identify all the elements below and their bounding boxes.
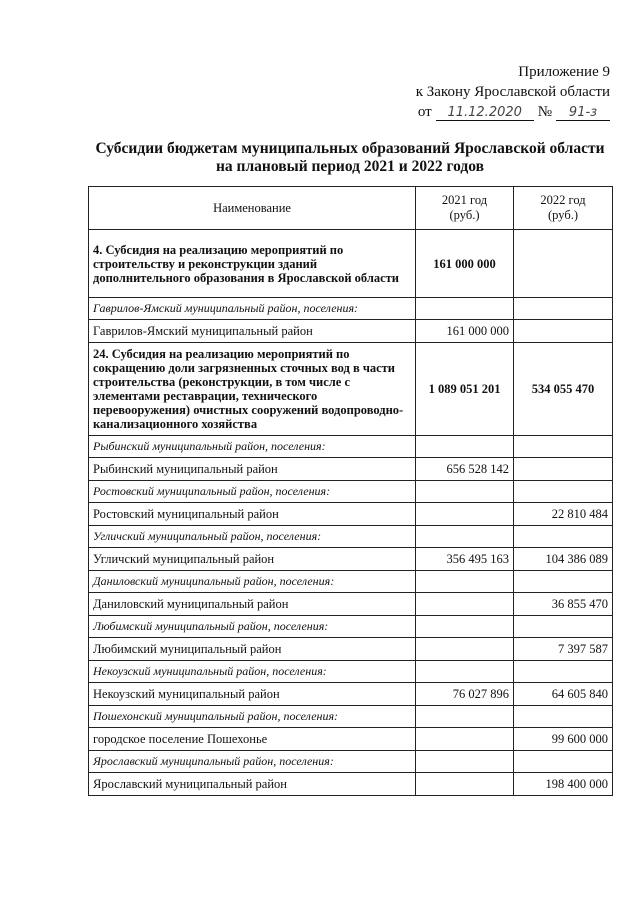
row-value-2022 — [514, 298, 613, 320]
table-row — [89, 683, 613, 706]
row-value-2021 — [416, 751, 514, 773]
row-value-2021 — [416, 503, 514, 526]
number-label: № — [537, 104, 552, 120]
row-name: Рыбинский муниципальный район, поселения: — [89, 436, 416, 458]
row-name: Некоузский муниципальный район, поселения: — [89, 661, 416, 683]
table-row — [89, 458, 613, 481]
row-value-2021: 356 495 163 — [416, 548, 514, 571]
row-value-2021 — [416, 571, 514, 593]
row-value-2022: 64 605 840 — [514, 683, 613, 706]
row-value-2022 — [514, 436, 613, 458]
appendix-title: Приложение 9 — [518, 64, 610, 80]
row-value-2021: 161 000 000 — [416, 320, 514, 343]
table-row — [89, 728, 613, 751]
row-value-2021 — [416, 728, 514, 751]
row-value-2022: 104 386 089 — [514, 548, 613, 571]
row-value-2021 — [416, 638, 514, 661]
document-title — [88, 140, 612, 176]
row-name: Даниловский муниципальный район, поселения: — [89, 571, 416, 593]
document-title-line-2: на плановый период 2021 и 2022 годов — [216, 158, 484, 175]
row-name: Ярославский муниципальный район — [89, 773, 416, 796]
row-value-2022 — [514, 661, 613, 683]
row-value-2021 — [416, 616, 514, 638]
row-value-2021 — [416, 661, 514, 683]
row-name: Гаврилов-Ямский муниципальный район, поселения: — [89, 298, 416, 320]
row-name: 24. Субсидия на реализацию мероприятий по сокращению доли загрязненных сточных вод в части строительства (реконструкции, в том числе с элементами реставрации, технического перевооружения) очистных сооружений водопроводно-канализационного хозяйства — [89, 343, 416, 436]
row-value-2021: 161 000 000 — [416, 230, 514, 298]
row-value-2022 — [514, 458, 613, 481]
header-name: Наименование — [89, 187, 416, 230]
row-value-2022 — [514, 481, 613, 503]
table-row — [89, 548, 613, 571]
district-group-row — [89, 298, 613, 320]
table-header-row — [89, 187, 613, 230]
row-value-2022 — [514, 751, 613, 773]
row-value-2022: 7 397 587 — [514, 638, 613, 661]
row-value-2022 — [514, 230, 613, 298]
district-group-row — [89, 661, 613, 683]
row-value-2021 — [416, 773, 514, 796]
district-group-row — [89, 706, 613, 728]
row-value-2022: 22 810 484 — [514, 503, 613, 526]
appendix-law-reference: к Закону Ярославской области — [415, 84, 610, 100]
appendix-date-line — [416, 102, 610, 122]
document-title-line-1: Субсидии бюджетам муниципальных образований Ярославской области — [95, 140, 605, 157]
row-name: Угличский муниципальный район, поселения: — [89, 526, 416, 548]
handwritten-number: 91-з — [556, 105, 610, 121]
row-value-2021 — [416, 526, 514, 548]
row-name: Некоузский муниципальный район — [89, 683, 416, 706]
date-from-label: от — [417, 104, 432, 120]
table-row — [89, 773, 613, 796]
header-2022 — [514, 187, 613, 230]
row-name: Угличский муниципальный район — [89, 548, 416, 571]
header-2022-unit: (руб.) — [548, 208, 578, 222]
header-2022-year: 2022 год — [540, 193, 586, 207]
table-row — [89, 320, 613, 343]
row-name: Любимский муниципальный район — [89, 638, 416, 661]
row-value-2022: 36 855 470 — [514, 593, 613, 616]
subsidies-table — [88, 186, 613, 796]
table-row — [89, 503, 613, 526]
row-name: Любимский муниципальный район, поселения: — [89, 616, 416, 638]
row-value-2021 — [416, 436, 514, 458]
row-value-2021: 1 089 051 201 — [416, 343, 514, 436]
row-value-2022: 534 055 470 — [514, 343, 613, 436]
row-value-2022 — [514, 616, 613, 638]
row-name: Даниловский муниципальный район — [89, 593, 416, 616]
table-row — [89, 638, 613, 661]
row-name: Ростовский муниципальный район, поселения: — [89, 481, 416, 503]
row-value-2022 — [514, 320, 613, 343]
district-group-row — [89, 526, 613, 548]
appendix-block — [416, 62, 610, 122]
row-value-2021: 76 027 896 — [416, 683, 514, 706]
row-name: Ярославский муниципальный район, поселения: — [89, 751, 416, 773]
row-value-2021 — [416, 593, 514, 616]
row-value-2022 — [514, 526, 613, 548]
table-body — [89, 230, 613, 796]
row-name: 4. Субсидия на реализацию мероприятий по строительству и реконструкции зданий дополнительного образования в Ярославской области — [89, 230, 416, 298]
header-2021-unit: (руб.) — [449, 208, 480, 222]
handwritten-date: 11.12.2020 — [436, 105, 534, 121]
row-value-2022 — [514, 571, 613, 593]
row-value-2022: 198 400 000 — [514, 773, 613, 796]
row-name: городское поселение Пошехонье — [89, 728, 416, 751]
table-row — [89, 593, 613, 616]
row-name: Гаврилов-Ямский муниципальный район — [89, 320, 416, 343]
row-value-2021: 656 528 142 — [416, 458, 514, 481]
row-name: Ростовский муниципальный район — [89, 503, 416, 526]
district-group-row — [89, 436, 613, 458]
district-group-row — [89, 481, 613, 503]
district-group-row — [89, 751, 613, 773]
row-value-2022 — [514, 706, 613, 728]
row-value-2021 — [416, 298, 514, 320]
subsidy-section-row — [89, 230, 613, 298]
row-value-2021 — [416, 481, 514, 503]
district-group-row — [89, 571, 613, 593]
header-2021-year: 2021 год — [441, 193, 488, 207]
district-group-row — [89, 616, 613, 638]
header-2021 — [416, 187, 514, 230]
row-value-2021 — [416, 706, 514, 728]
subsidy-section-row — [89, 343, 613, 436]
row-name: Пошехонский муниципальный район, поселения: — [89, 706, 416, 728]
row-name: Рыбинский муниципальный район — [89, 458, 416, 481]
row-value-2022: 99 600 000 — [514, 728, 613, 751]
